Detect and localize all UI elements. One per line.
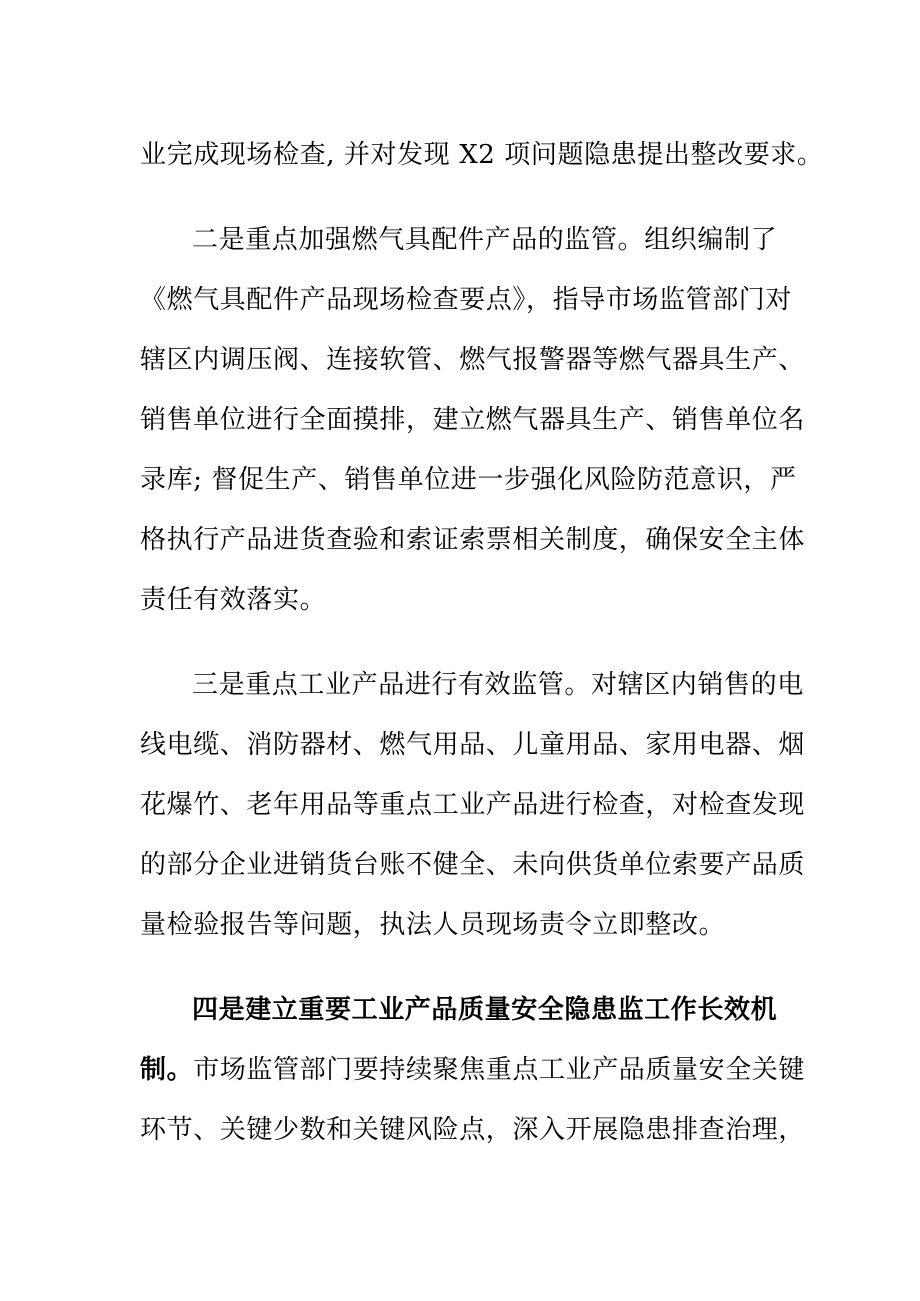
paragraph-line: 销售单位进行全面摸排，建立燃气器具生产、销售单位名 <box>140 405 806 435</box>
paragraph-line: 量检验报告等问题，执法人员现场责令立即整改。 <box>140 910 726 940</box>
paragraph-line: 线电缆、消防器材、燃气用品、儿童用品、家用电器、烟 <box>140 730 806 760</box>
paragraph-heading-end: 制。 <box>140 1055 194 1085</box>
paragraph-line: 格执行产品进货查验和索证索票相关制度，确保安全主体 <box>140 525 806 555</box>
paragraph-line: 环节、关键少数和关键风险点，深入开展隐患排查治理， <box>140 1115 806 1145</box>
paragraph-line: 辖区内调压阀、连接软管、燃气报警器等燃气器具生产、 <box>140 345 806 375</box>
paragraph-heading: 四是建立重要工业产品质量安全隐患监工作长效机 <box>192 995 778 1025</box>
paragraph-line: 责任有效落实。 <box>140 585 327 615</box>
paragraph-line: 二是重点加强燃气具配件产品的监管。组织编制了 <box>192 225 778 255</box>
paragraph-line <box>140 1055 806 1085</box>
paragraph-line: 业完成现场检查, 并对发现 X2 项问题隐患提出整改要求。 <box>140 140 824 170</box>
paragraph-line: 三是重点工业产品进行有效监管。对辖区内销售的电 <box>192 670 804 700</box>
paragraph-line: 的部分企业进销货台账不健全、未向供货单位索要产品质 <box>140 850 806 880</box>
paragraph-line: 《燃气具配件产品现场检查要点》，指导市场监管部门对 <box>140 285 793 315</box>
paragraph-text: 市场监管部门要持续聚焦重点工业产品质量安全关键 <box>193 1055 806 1085</box>
paragraph-line: 花爆竹、老年用品等重点工业产品进行检查，对检查发现 <box>140 790 806 820</box>
paragraph-line: 录库; 督促生产、销售单位进一步强化风险防范意识，严 <box>140 465 797 495</box>
